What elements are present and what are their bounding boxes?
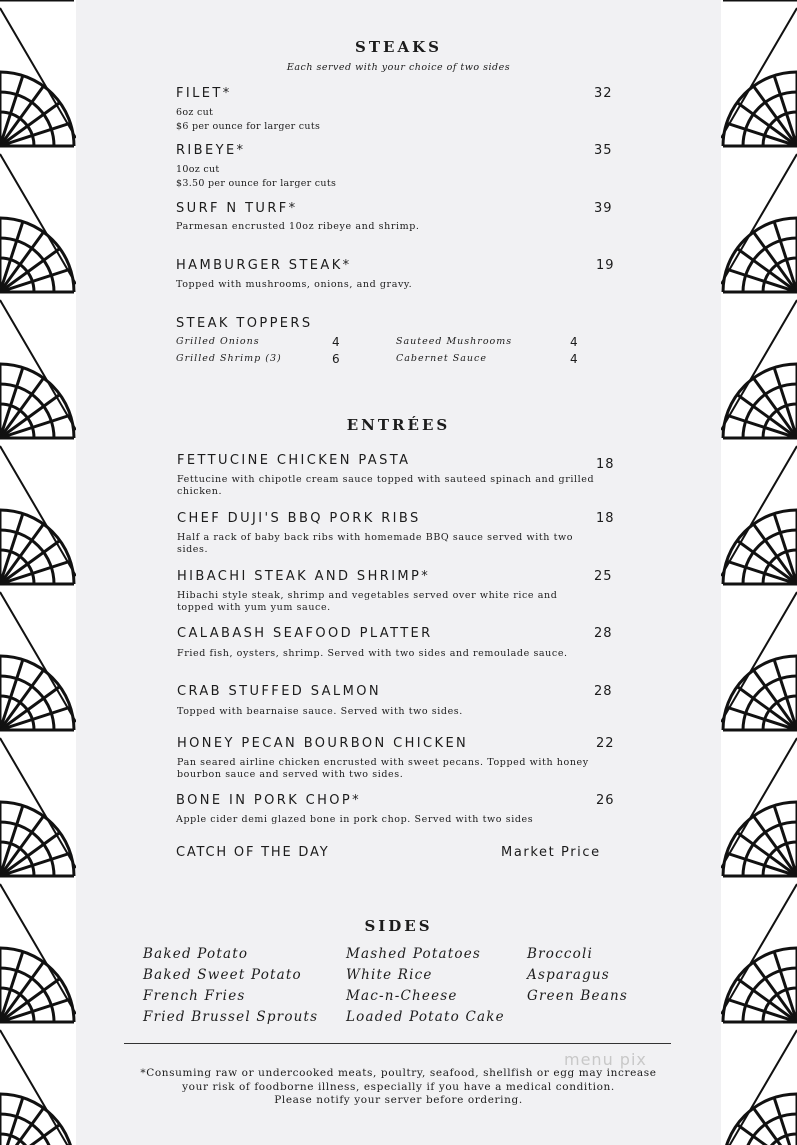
item-name: CATCH OF THE DAY	[176, 845, 330, 860]
side-item: Baked Potato	[143, 946, 249, 962]
item-name: CHEF DUJI'S BBQ PORK RIBS	[177, 511, 421, 526]
item-name: SURF N TURF*	[176, 201, 298, 216]
item-price: 18	[596, 457, 615, 472]
item-price: 18	[596, 511, 615, 526]
side-item: Green Beans	[527, 988, 628, 1004]
item-price: 26	[596, 793, 615, 808]
topper-name: Cabernet Sauce	[396, 353, 487, 364]
side-item: Asparagus	[527, 967, 610, 983]
item-name: FILET*	[176, 86, 232, 101]
side-item: Loaded Potato Cake	[346, 1009, 505, 1025]
item-description: Parmesan encrusted 10oz ribeye and shrimp.	[176, 221, 420, 232]
right-fan-border	[721, 0, 797, 1145]
steaks-note: Each served with your choice of two sides	[286, 62, 511, 73]
topper-name: Sauteed Mushrooms	[396, 336, 513, 347]
item-name: FETTUCINE CHICKEN PASTA	[177, 453, 411, 468]
footer-divider	[124, 1043, 671, 1044]
item-name: HONEY PECAN BOURBON CHICKEN	[177, 736, 469, 751]
item-name: CRAB STUFFED SALMON	[177, 684, 381, 699]
sides-heading: SIDES	[364, 917, 433, 935]
topper-price: 4	[332, 335, 340, 349]
item-detail: $6 per ounce for larger cuts	[176, 121, 321, 132]
item-price: 25	[594, 569, 613, 584]
item-name: BONE IN PORK CHOP*	[176, 793, 362, 808]
item-description: Hibachi style steak, shrimp and vegetables served over white rice and topped with yum yum sauce.	[177, 590, 558, 613]
item-name: RIBEYE*	[176, 143, 246, 158]
item-description: Pan seared airline chicken encrusted with sweet pecans. Topped with honey bourbon sauce and served with two sides.	[177, 757, 589, 780]
side-item: French Fries	[143, 988, 246, 1004]
item-description: Fettucine with chipotle cream sauce topped with sauteed spinach and grilled chicken.	[177, 474, 595, 497]
steaks-heading: STEAKS	[355, 38, 442, 56]
item-price: 22	[596, 736, 615, 751]
item-name: HIBACHI STEAK AND SHRIMP*	[177, 569, 431, 584]
allergy-notice	[76, 1067, 721, 1108]
side-item: Mashed Potatoes	[346, 946, 482, 962]
topper-name: Grilled Shrimp (3)	[176, 353, 282, 364]
item-description: Topped with bearnaise sauce. Served with two sides.	[177, 706, 463, 717]
item-price: 39	[594, 201, 613, 216]
item-name: HAMBURGER STEAK*	[176, 258, 352, 273]
left-fan-border	[0, 0, 76, 1145]
item-price: 28	[594, 626, 613, 641]
item-name: CALABASH SEAFOOD PLATTER	[177, 626, 433, 641]
item-description: Apple cider demi glazed bone in pork chop. Served with two sides	[176, 814, 534, 825]
item-description: Fried fish, oysters, shrimp. Served with two sides and remoulade sauce.	[177, 648, 568, 659]
menu-page	[76, 0, 721, 1145]
item-price: 19	[596, 258, 615, 273]
side-item: Fried Brussel Sprouts	[143, 1009, 319, 1025]
item-detail: $3.50 per ounce for larger cuts	[176, 178, 337, 189]
item-price: Market Price	[501, 845, 601, 860]
topper-price: 6	[332, 352, 340, 366]
item-price: 28	[594, 684, 613, 699]
item-detail: 10oz cut	[176, 164, 220, 175]
side-item: Baked Sweet Potato	[143, 967, 302, 983]
watermark: menu pix	[564, 1050, 647, 1069]
art-deco-fan-pattern-right	[721, 0, 797, 1145]
item-description: Topped with mushrooms, onions, and gravy.	[176, 279, 413, 290]
notice-line: your risk of foodborne illness, especially if you have a medical condition.	[182, 1080, 615, 1093]
art-deco-fan-pattern-left	[0, 0, 76, 1145]
side-item: Broccoli	[527, 946, 593, 962]
side-item: White Rice	[346, 967, 433, 983]
topper-name: Grilled Onions	[176, 336, 260, 347]
item-description: Half a rack of baby back ribs with homemade BBQ sauce served with two sides.	[177, 532, 574, 555]
toppers-heading: STEAK TOPPERS	[176, 316, 313, 331]
topper-price: 4	[570, 352, 578, 366]
notice-line: Please notify your server before ordering.	[274, 1094, 523, 1106]
side-item: Mac-n-Cheese	[346, 988, 458, 1004]
notice-line: *Consuming raw or undercooked meats, poultry, seafood, shellfish or egg may increase	[140, 1067, 657, 1079]
item-detail: 6oz cut	[176, 107, 214, 118]
item-price: 32	[594, 86, 613, 101]
item-price: 35	[594, 143, 613, 158]
entrees-heading: ENTRÉES	[346, 416, 451, 434]
topper-price: 4	[570, 335, 578, 349]
